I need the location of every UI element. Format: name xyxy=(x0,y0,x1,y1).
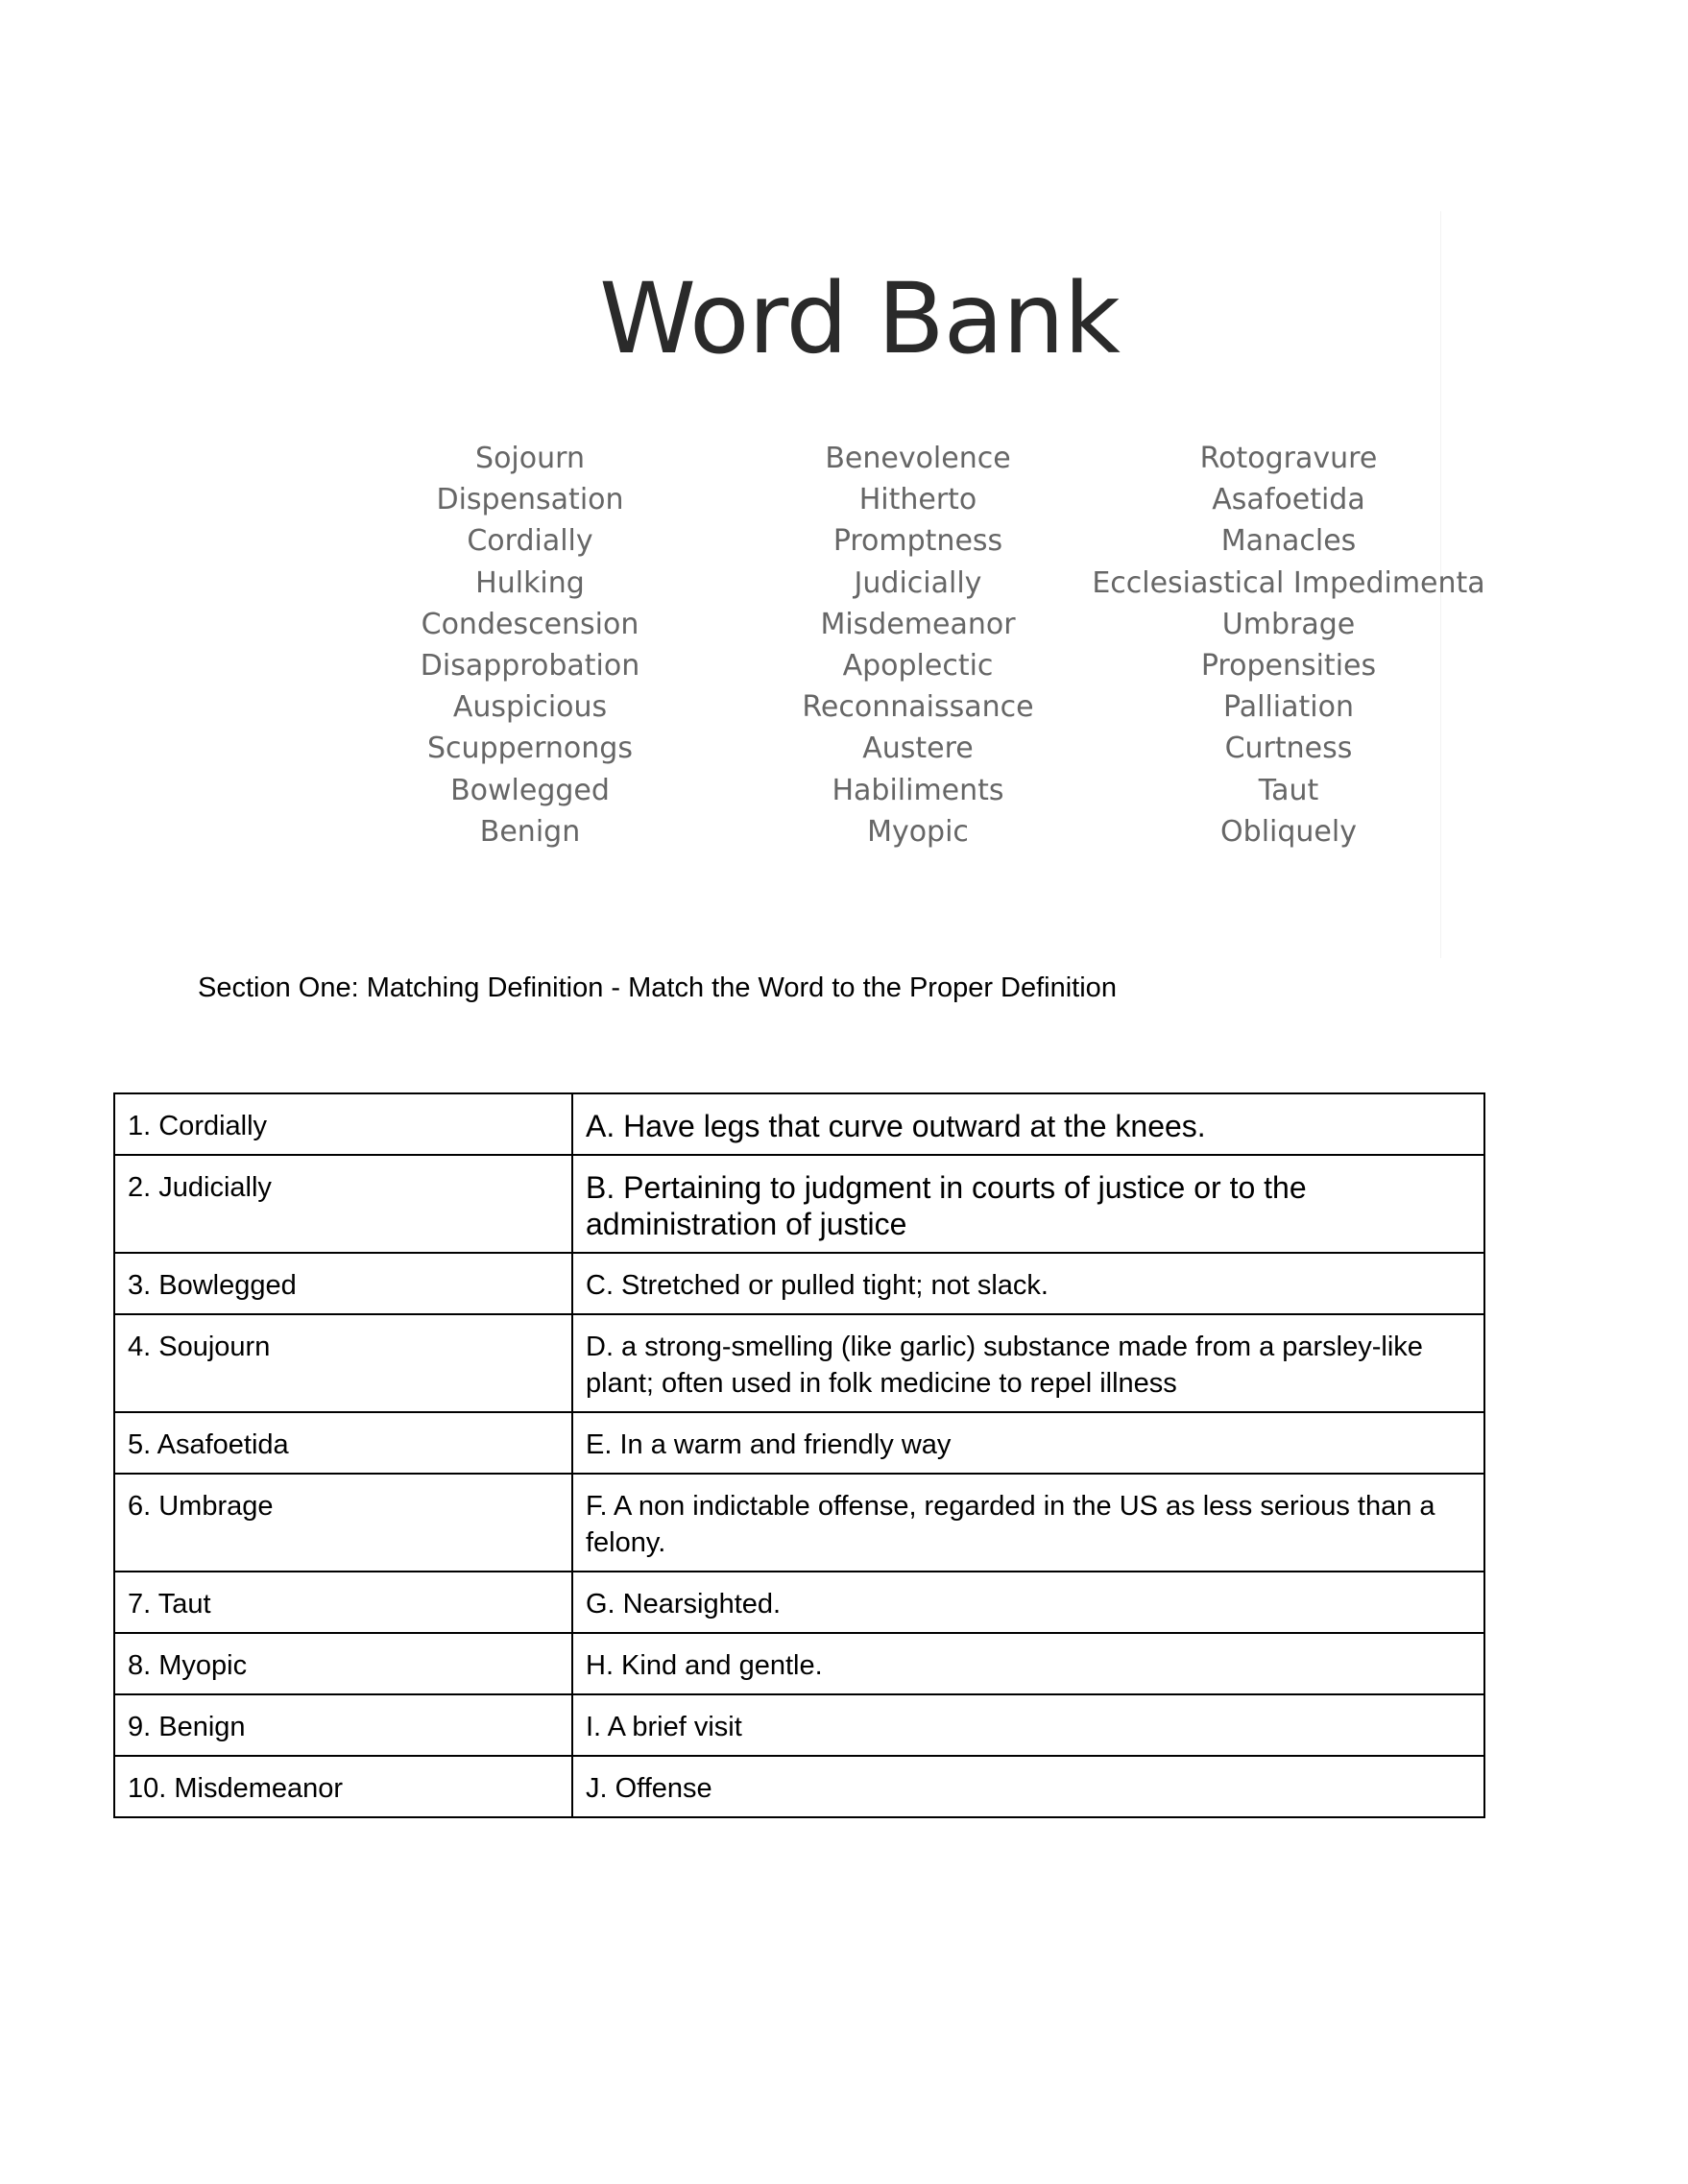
word-cell: 6. Umbrage xyxy=(114,1474,572,1572)
definition-cell: I. A brief visit xyxy=(572,1694,1484,1756)
definition-cell: C. Stretched or pulled tight; not slack. xyxy=(572,1253,1484,1314)
section-heading: Section One: Matching Definition - Match the Word to the Proper Definition xyxy=(198,972,1117,1003)
word-bank-title: Word Bank xyxy=(599,262,1120,376)
definition-cell: A. Have legs that curve outward at the knees. xyxy=(572,1093,1484,1155)
word-bank-word: Austere xyxy=(862,732,974,766)
table-row xyxy=(114,1314,1484,1412)
word-cell: 10. Misdemeanor xyxy=(114,1756,572,1817)
word-bank-word: Habiliments xyxy=(832,773,1004,807)
word-bank-word: Promptness xyxy=(832,524,1003,559)
word-bank-word: Apoplectic xyxy=(842,648,994,683)
word-bank-column-3 xyxy=(1077,438,1500,852)
word-bank-word: Asafoetida xyxy=(1212,483,1365,517)
word-bank-word: Condescension xyxy=(421,607,639,641)
definition-cell: H. Kind and gentle. xyxy=(572,1633,1484,1694)
definition-cell: B. Pertaining to judgment in courts of justice or to the administration of justice xyxy=(572,1155,1484,1253)
word-bank-word: Umbrage xyxy=(1221,607,1356,641)
definition-cell: D. a strong-smelling (like garlic) substance made from a parsley-like plant; often used in folk medicine to repel illness xyxy=(572,1314,1484,1412)
word-bank-word: Obliquely xyxy=(1220,814,1357,849)
word-bank-word: Benevolence xyxy=(825,442,1011,475)
definition-cell: G. Nearsighted. xyxy=(572,1572,1484,1633)
word-bank-word: Ecclesiastical Impedimenta xyxy=(1092,565,1485,600)
word-bank-word: Cordially xyxy=(467,524,593,559)
word-bank-word: Dispensation xyxy=(436,483,624,517)
word-bank-word: Reconnaissance xyxy=(802,690,1034,725)
word-bank-word: Hitherto xyxy=(858,483,977,517)
table-row xyxy=(114,1412,1484,1474)
word-bank-word: Manacles xyxy=(1220,524,1357,559)
word-bank-word: Curtness xyxy=(1224,732,1353,766)
word-bank-word: Sojourn xyxy=(475,442,585,475)
table-row xyxy=(114,1572,1484,1633)
matching-table xyxy=(113,1092,1485,1818)
word-bank-word: Misdemeanor xyxy=(820,607,1016,641)
word-bank-column-1 xyxy=(319,438,741,852)
word-bank-word: Disapprobation xyxy=(420,648,640,683)
word-bank-word: Palliation xyxy=(1223,690,1354,725)
word-bank-word: Benign xyxy=(479,814,581,849)
word-bank-word: Taut xyxy=(1258,773,1319,807)
word-cell: 2. Judicially xyxy=(114,1155,572,1253)
word-cell: 8. Myopic xyxy=(114,1633,572,1694)
word-bank-word: Auspicious xyxy=(452,690,608,725)
table-row xyxy=(114,1756,1484,1817)
definition-cell: E. In a warm and friendly way xyxy=(572,1412,1484,1474)
table-row xyxy=(114,1474,1484,1572)
word-cell: 9. Benign xyxy=(114,1694,572,1756)
word-bank-word: Judicially xyxy=(854,565,982,600)
word-bank-word: Scuppernongs xyxy=(427,732,633,766)
word-bank-column-2 xyxy=(707,438,1129,852)
table-row xyxy=(114,1093,1484,1155)
word-cell: 3. Bowlegged xyxy=(114,1253,572,1314)
word-bank-word: Myopic xyxy=(867,814,969,849)
word-bank-word: Bowlegged xyxy=(450,773,610,807)
table-row xyxy=(114,1155,1484,1253)
word-cell: 4. Soujourn xyxy=(114,1314,572,1412)
table-row xyxy=(114,1694,1484,1756)
table-row xyxy=(114,1253,1484,1314)
word-bank-word: Propensities xyxy=(1200,648,1377,683)
word-bank-word: Rotogravure xyxy=(1199,442,1378,475)
word-cell: 7. Taut xyxy=(114,1572,572,1633)
word-cell: 5. Asafoetida xyxy=(114,1412,572,1474)
word-cell: 1. Cordially xyxy=(114,1093,572,1155)
word-bank-image xyxy=(288,211,1485,958)
word-bank-word: Hulking xyxy=(475,565,585,600)
definition-cell: F. A non indictable offense, regarded in the US as less serious than a felony. xyxy=(572,1474,1484,1572)
definition-cell: J. Offense xyxy=(572,1756,1484,1817)
table-row xyxy=(114,1633,1484,1694)
